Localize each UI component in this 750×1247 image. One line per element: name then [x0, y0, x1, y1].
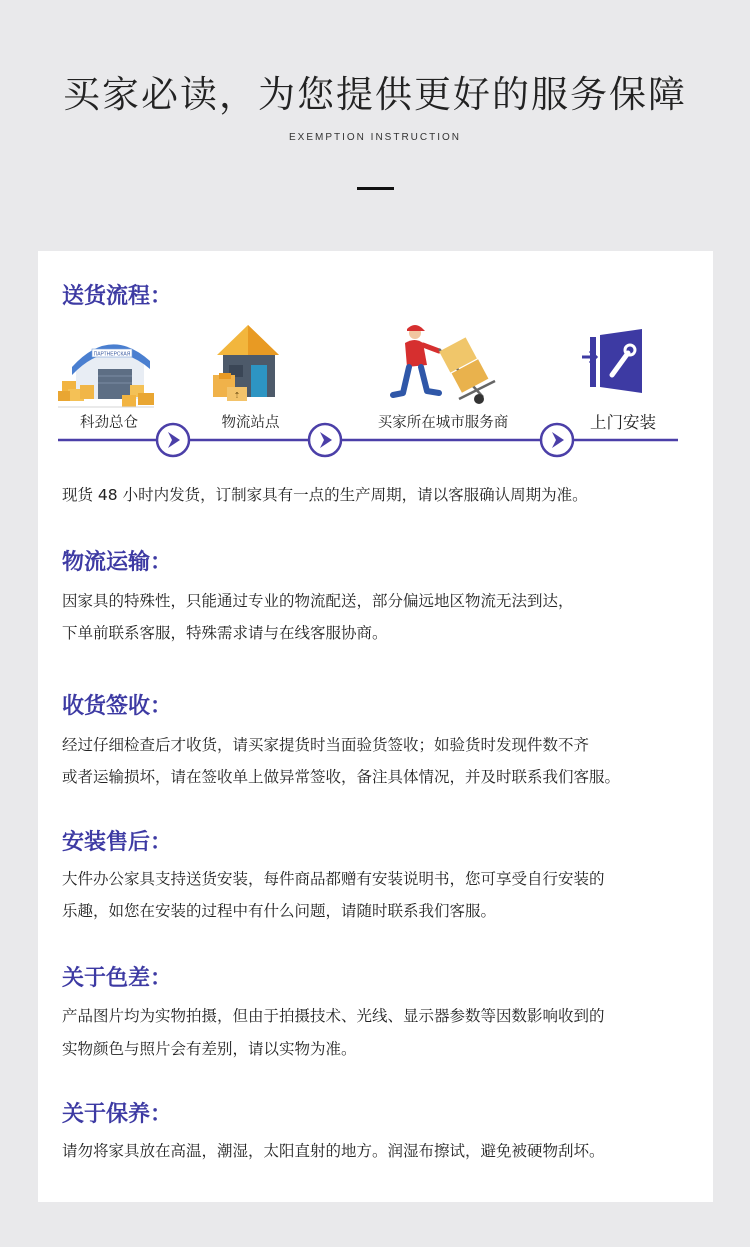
step-label-install: 上门安装 [590, 413, 656, 432]
install-line-2: 乐趣，如您在安装的过程中有什么问题，请随时联系我们客服。 [62, 902, 497, 920]
svg-text:⇡: ⇡ [233, 391, 241, 400]
install-heading: 安装售后： [62, 830, 173, 855]
delivery-flow-graphic [38, 321, 713, 481]
logistics-line-2: 下单前联系客服，特殊需求请与在线客服协商。 [62, 624, 388, 642]
step-label-warehouse: 科劲总仓 [80, 415, 138, 431]
warehouse-sign: ПАРТНЕРСКАЯ [93, 351, 131, 358]
delivery-flow [38, 321, 713, 481]
step-label-city-provider: 买家所在城市服务商 [377, 415, 509, 431]
logistics-line-1: 因家具的特殊性，只能通过专业的物流配送，部分偏远地区物流无法到达， [62, 592, 574, 610]
page-title: 买家必读，为您提供更好的服务保障 [63, 73, 687, 116]
warehouse-icon [58, 344, 154, 407]
install-door-icon [582, 329, 642, 393]
color-diff-line-2: 实物颜色与照片会有差别，请以实物为准。 [62, 1040, 357, 1058]
receipt-heading: 收货签收： [62, 694, 173, 719]
install-line-1: 大件办公家具支持送货安装，每件商品都赠有安装说明书，您可享受自行安装的 [62, 870, 605, 888]
logistics-house-icon [213, 325, 279, 401]
page-subtitle: EXEMPTION INSTRUCTION [288, 132, 461, 143]
delivery-heading: 送货流程： [62, 284, 173, 309]
title-divider [357, 187, 394, 190]
delivery-text: 现货 48 小时内发货，订制家具有一点的生产周期，请以客服确认周期为准。 [62, 486, 588, 504]
color-diff-heading: 关于色差： [62, 966, 173, 991]
logistics-heading: 物流运输： [62, 550, 173, 575]
care-line-1: 请勿将家具放在高温，潮湿，太阳直射的地方。润湿布擦试，避免被硬物刮坏。 [62, 1142, 605, 1160]
notice-card [38, 251, 713, 1202]
care-heading: 关于保养： [62, 1102, 173, 1127]
step-label-logistics: 物流站点 [221, 415, 280, 431]
arrow-circle-2 [309, 424, 341, 456]
page-header [0, 0, 750, 250]
receipt-line-2: 或者运输损坏，请在签收单上做异常签收，备注具体情况，并及时联系我们客服。 [62, 768, 621, 786]
arrow-circle-1 [157, 424, 189, 456]
delivery-man-icon [393, 325, 495, 404]
receipt-line-1: 经过仔细检查后才收货，请买家提货时当面验货签收；如验货时发现件数不齐 [62, 736, 590, 754]
color-diff-line-1: 产品图片均为实物拍摄，但由于拍摄技术、光线、显示器参数等因数影响收到的 [62, 1007, 605, 1025]
